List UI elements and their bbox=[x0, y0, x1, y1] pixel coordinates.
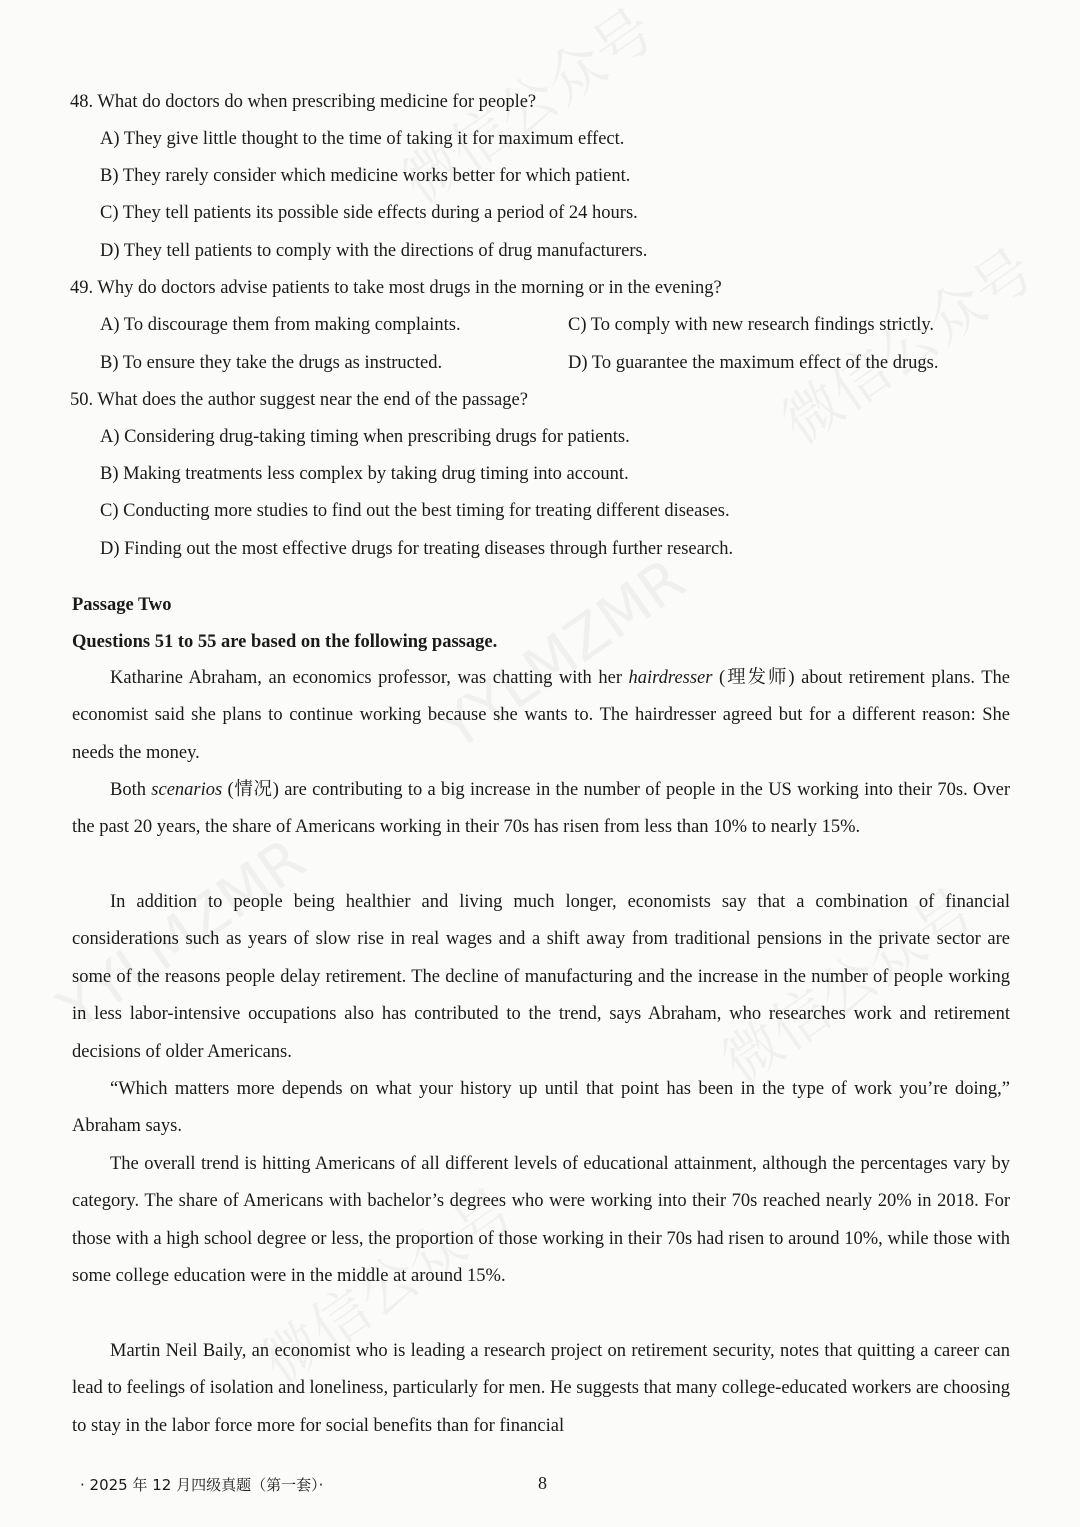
page-number: 8 bbox=[538, 1473, 547, 1493]
question-50-option-b: B) Making treatments less complex by taking drug timing into account. bbox=[100, 464, 629, 484]
watermark bbox=[762, 224, 1048, 459]
question-48-stem: 48. What do doctors do when prescribing medicine for people? bbox=[70, 92, 537, 112]
passage-paragraph-3: In addition to people being healthier and living much longer, economists say that a combination of financial considerations such as years of slow rise in real wages and a shift away from traditional pensions in the private sector are some of the reasons people delay retirement. The decline of manufacturing and the increase in the number of people working in less labor-intensive occupations also has contributed to the trend, says Abraham, who researches work and retirement decisions of older Americans. bbox=[72, 892, 1010, 1062]
question-49-option-a: A) To discourage them from making complaints. bbox=[100, 315, 461, 335]
question-50-option-c: C) Conducting more studies to find out the best timing for treating different diseases. bbox=[100, 501, 730, 521]
question-49-option-c: C) To comply with new research findings strictly. bbox=[568, 315, 935, 335]
question-49-option-b: B) To ensure they take the drugs as instructed. bbox=[100, 353, 443, 373]
glossed-term: scenarios bbox=[151, 780, 223, 800]
question-48-option-b: B) They rarely consider which medicine works better for which patient. bbox=[100, 166, 631, 186]
passage-instruction: Questions 51 to 55 are based on the following passage. bbox=[72, 632, 498, 652]
chinese-gloss: (理发师) bbox=[712, 668, 795, 688]
question-49-stem: 49. Why do doctors advise patients to take most drugs in the morning or in the evening? bbox=[70, 278, 722, 298]
exam-label: · 2025 年 12 月四级真题（第一套）· bbox=[80, 1476, 324, 1494]
passage-title: Passage Two bbox=[72, 595, 172, 615]
glossed-term: hairdresser bbox=[628, 668, 713, 688]
question-48-option-c: C) They tell patients its possible side effects during a period of 24 hours. bbox=[100, 203, 638, 223]
question-50-option-a: A) Considering drug-taking timing when prescribing drugs for patients. bbox=[100, 427, 630, 447]
passage-paragraph-1: Katharine Abraham, an economics professor, was chatting with her hairdresser (理发师) about retirement plans. The economist said she plans to continue working because she wants to. The hairdresser agreed but for a different reason: She needs the money. bbox=[72, 668, 1010, 763]
question-50-option-d: D) Finding out the most effective drugs for treating diseases through further research. bbox=[100, 539, 734, 559]
passage-paragraph-4: “Which matters more depends on what your history up until that point has been in the type of work you’re doing,” Abraham says. bbox=[72, 1079, 1010, 1137]
passage-paragraph-5: The overall trend is hitting Americans of all different levels of educational attainment, although the percentages vary by category. The share of Americans with bachelor’s degrees who were working into their 70s reached nearly 20% in 2018. For those with a high school degree or less, the proportion of those working in their 70s had risen to around 10%, while those with some college education were in the middle at around 15%. bbox=[72, 1154, 1010, 1287]
chinese-gloss: (情况) bbox=[222, 780, 279, 800]
question-49-option-d: D) To guarantee the maximum effect of the drugs. bbox=[568, 353, 939, 373]
passage-paragraph-6: Martin Neil Baily, an economist who is leading a research project on retirement security, notes that quitting a career can lead to feelings of isolation and loneliness, particularly for men. He suggests that many college-educated workers are choosing to stay in the labor force more for social benefits than for financial bbox=[72, 1341, 1010, 1436]
question-50-stem: 50. What does the author suggest near the end of the passage? bbox=[70, 390, 528, 410]
question-48-option-d: D) They tell patients to comply with the directions of drug manufacturers. bbox=[100, 241, 648, 261]
passage-paragraph-2: Both scenarios (情况) are contributing to a big increase in the number of people in the US working into their 70s. Over the past 20 years, the share of Americans working in their 70s has risen from less than 10% to nearly 15%. bbox=[72, 780, 1011, 838]
question-48-option-a: A) They give little thought to the time of taking it for maximum effect. bbox=[100, 129, 625, 149]
